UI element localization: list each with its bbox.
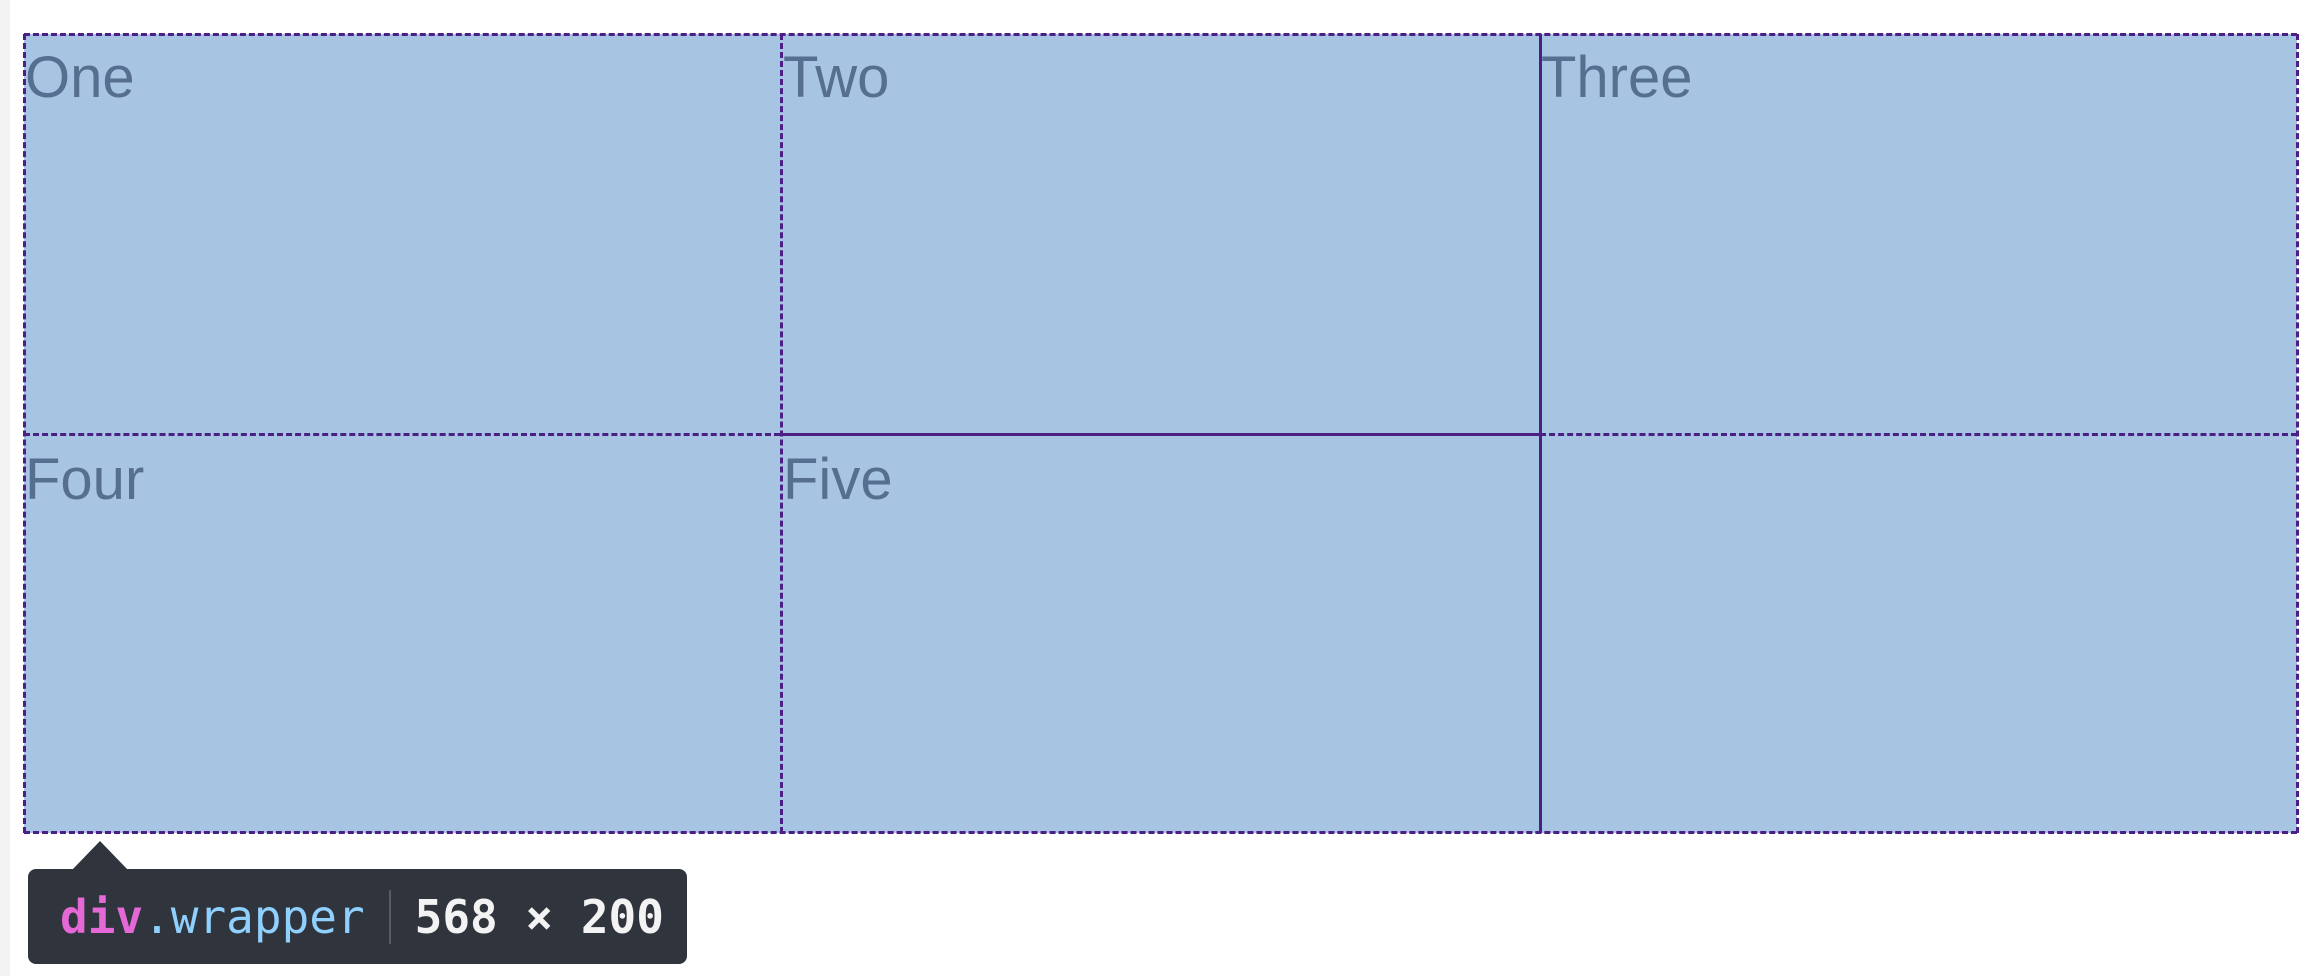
- grid-column-line-one: [780, 34, 783, 833]
- grid-outer-right-line: [2296, 34, 2299, 833]
- tooltip-class-name: .wrapper: [143, 889, 365, 944]
- grid-cell-one-label: One: [25, 45, 135, 110]
- grid-outer-bottom-line: [24, 831, 2297, 834]
- grid-cell-two-label: Two: [783, 45, 890, 110]
- grid-outer-top-line: [24, 33, 2297, 36]
- grid-row-line-right: [1540, 433, 2297, 436]
- left-page-edge: [0, 0, 10, 976]
- grid-column-line-two: [1539, 34, 1542, 833]
- tooltip-tag-name: div: [60, 889, 144, 944]
- grid-cell-four-label: Four: [25, 447, 145, 512]
- grid-outer-left-line: [23, 34, 26, 833]
- element-inspector-tooltip: [28, 869, 687, 964]
- grid-cell-five-label: Five: [783, 447, 893, 512]
- tooltip-separator: [389, 890, 391, 944]
- grid-cell-three-label: Three: [1541, 45, 1693, 110]
- grid-row-line-middle: [780, 433, 1540, 436]
- grid-row-line-left: [24, 433, 780, 436]
- tooltip-pointer: [72, 841, 128, 870]
- tooltip-element-dimensions: 568 × 200: [414, 889, 664, 944]
